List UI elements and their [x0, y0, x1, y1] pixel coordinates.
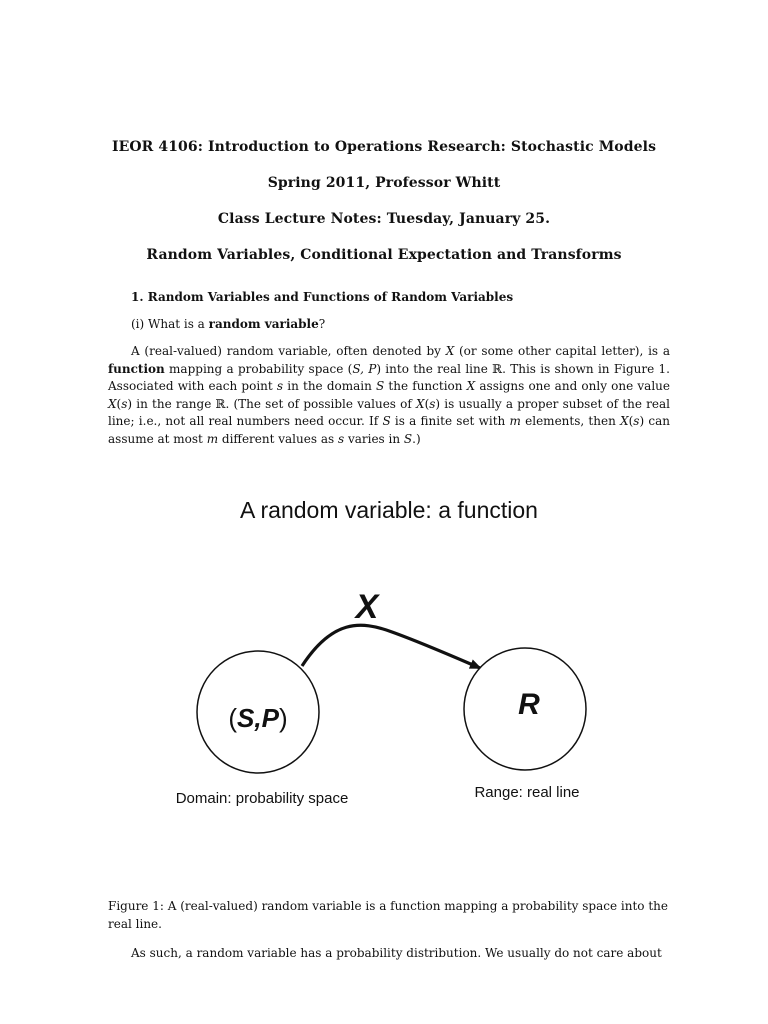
term-line: Spring 2011, Professor Whitt [267, 175, 501, 191]
math-var: s [633, 414, 640, 428]
lecture-notes-line: Class Lecture Notes: Tuesday, January 25. [217, 211, 551, 227]
math-var: X [108, 396, 117, 411]
followup-paragraph: As such, a random variable has a probability distribution. We usually do not care about [131, 946, 662, 960]
text-run: ( [116, 396, 122, 411]
mapping-arrow [302, 625, 480, 668]
domain-close-paren: ) [278, 703, 288, 733]
text-run: A (real-valued) random variable, often denoted by [131, 344, 446, 358]
arrow-label: X [355, 588, 379, 626]
math-var: s [121, 396, 128, 411]
math-var: X [620, 414, 629, 428]
bold-term: function [108, 361, 165, 376]
question-prefix: (i) What is a [131, 317, 209, 331]
text-run: assigns one and only one value [475, 379, 671, 393]
text-run: the function [384, 379, 467, 393]
section-heading: 1. Random Variables and Functions of Random Variables [131, 290, 514, 304]
math-var: S [403, 431, 413, 446]
random-variable-figure [0, 480, 768, 840]
domain-symbol: S,P [237, 703, 279, 733]
text-run: mapping a probability space ( [164, 361, 353, 376]
math-var: S [382, 414, 391, 428]
text-run: ) is usually a proper subset of the real line; i.e., not all real numbers need occur. If [108, 396, 670, 428]
math-var: X [445, 344, 455, 358]
topic-title: Random Variables, Conditional Expectation and Transforms [146, 247, 622, 263]
text-run: ( [424, 396, 430, 411]
math-var: S, P [352, 361, 377, 376]
math-var: X [466, 379, 476, 393]
question-term: random variable [208, 317, 319, 331]
text-run: is a finite set with [390, 414, 510, 428]
text-run: elements, then [520, 414, 621, 428]
text-run: varies in [344, 431, 404, 446]
text-run: (or some other capital letter), is a [454, 344, 670, 358]
math-var: s [276, 379, 284, 393]
domain-open-paren: ( [228, 703, 238, 733]
text-run: ) can assume at most [108, 414, 670, 446]
definition-paragraph [108, 343, 670, 448]
math-var: m [509, 414, 521, 428]
math-var: m [206, 431, 219, 446]
math-var: X [416, 396, 425, 411]
text-run: ( [628, 414, 634, 428]
math-var: S [376, 379, 385, 393]
question-line [131, 317, 325, 331]
math-var: s [429, 396, 436, 411]
range-label: R [518, 688, 540, 721]
text-run: different values as [218, 431, 338, 446]
course-title: IEOR 4106: Introduction to Operations Research: Stochastic Models [111, 139, 657, 155]
text-run: ) into the real line ℝ. This is shown in Figure 1. Associated with each point [108, 361, 670, 393]
domain-label [228, 703, 287, 733]
math-var: s [337, 431, 345, 446]
figure-caption: Figure 1: A (real-valued) random variable is a function mapping a probability space into the real line. [108, 899, 668, 931]
range-caption: Range: real line [474, 784, 580, 801]
figure-title: A random variable: a function [240, 497, 538, 523]
domain-caption: Domain: probability space [175, 790, 349, 807]
text-run: ) in the range ℝ. (The set of possible values of [127, 396, 417, 411]
text-run: in the domain [283, 379, 377, 393]
question-suffix: ? [318, 317, 326, 331]
text-run: .) [412, 431, 421, 446]
